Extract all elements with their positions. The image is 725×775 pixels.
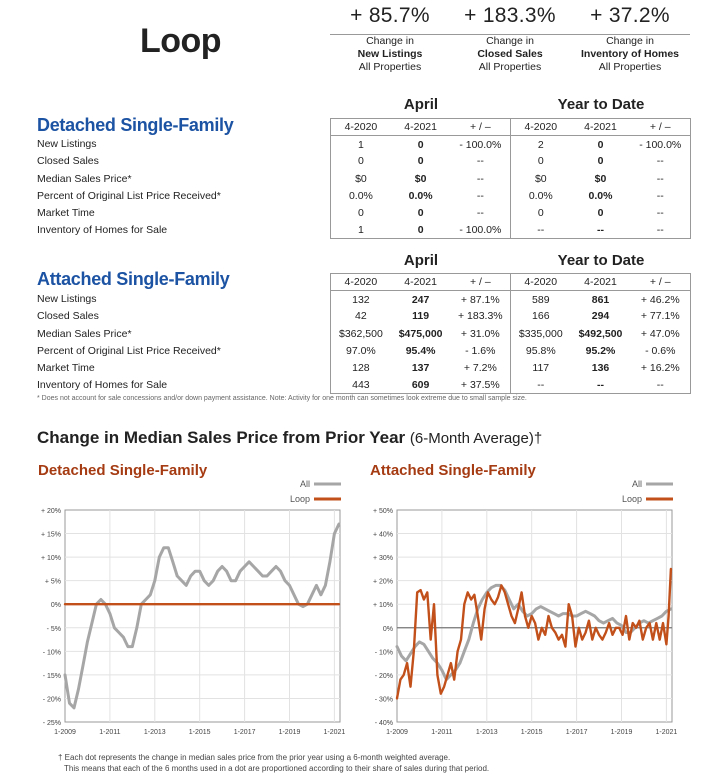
table-cell: 2 bbox=[511, 136, 571, 153]
table-cell: 95.8% bbox=[511, 342, 571, 359]
table-cell: 0.0% bbox=[331, 187, 391, 204]
column-header: + / – bbox=[630, 274, 690, 291]
column-header: 4-2020 bbox=[331, 119, 391, 136]
table-cell: 42 bbox=[331, 308, 391, 325]
x-tick-label: 1-2009 bbox=[386, 729, 408, 736]
table-cell: -- bbox=[630, 204, 690, 221]
table-row bbox=[35, 325, 691, 342]
x-tick-label: 1-2017 bbox=[565, 729, 588, 736]
y-tick-label: - 15% bbox=[42, 672, 61, 680]
x-tick-label: 1-2017 bbox=[233, 729, 256, 736]
table-cell: - 100.0% bbox=[630, 136, 690, 153]
chart-title-detached: Detached Single-Family bbox=[38, 462, 208, 479]
x-tick-label: 1-2019 bbox=[278, 729, 301, 736]
table-cell: 0 bbox=[417, 138, 424, 151]
table-row bbox=[35, 153, 691, 170]
table-cell: 97.0% bbox=[331, 342, 391, 359]
table-row bbox=[35, 136, 691, 153]
table-cell: 0 bbox=[331, 153, 391, 170]
y-tick-label: + 15% bbox=[40, 531, 61, 539]
chart-footnote-line2: This means that each of the 6 months used in a dot are proportioned according to their share of sales during that period. bbox=[64, 764, 490, 773]
table-cell: 589 bbox=[511, 291, 571, 308]
y-tick-label: - 10% bbox=[374, 649, 393, 657]
row-label: Closed Sales bbox=[37, 310, 99, 323]
legend-label: All bbox=[299, 479, 310, 489]
kpi-line2: New Listings bbox=[357, 48, 423, 60]
table-cell: - 100.0% bbox=[459, 138, 502, 151]
header-ytd: Year to Date bbox=[557, 96, 645, 113]
table-row bbox=[35, 170, 691, 187]
row-label: Market Time bbox=[37, 362, 95, 375]
row-label: Inventory of Homes for Sale bbox=[37, 224, 168, 237]
legend-label: All bbox=[631, 479, 642, 489]
row-label: Closed Sales bbox=[37, 155, 99, 168]
table-cell: -- bbox=[630, 153, 690, 170]
table-cell: $475,000 bbox=[398, 327, 443, 340]
x-tick-label: 1-2021 bbox=[655, 729, 678, 736]
y-tick-label: 0% bbox=[50, 602, 61, 610]
x-tick-label: 1-2009 bbox=[54, 729, 76, 736]
y-tick-label: - 5% bbox=[46, 625, 61, 633]
table-cell: -- bbox=[511, 377, 571, 394]
column-header: 4-2020 bbox=[511, 119, 571, 136]
header-period: April bbox=[403, 252, 439, 269]
table-cell: 166 bbox=[511, 308, 571, 325]
table-row bbox=[35, 187, 691, 204]
chart-section-heading bbox=[37, 428, 542, 448]
table-cell: 0 bbox=[597, 207, 604, 220]
y-tick-label: - 25% bbox=[42, 720, 61, 727]
table-cell: + 87.1% bbox=[460, 293, 500, 306]
row-label: Percent of Original List Price Received* bbox=[37, 344, 221, 357]
y-tick-label: + 5% bbox=[44, 578, 61, 586]
header-ytd: Year to Date bbox=[557, 252, 645, 269]
attached-title: Attached Single-Family bbox=[37, 269, 230, 289]
table-cell: + 7.2% bbox=[463, 362, 497, 375]
kpi-line2: Inventory of Homes bbox=[580, 48, 680, 60]
chart-detached bbox=[28, 472, 358, 747]
table-cell: $0 bbox=[511, 170, 571, 187]
kpi-new-listings bbox=[330, 4, 450, 74]
column-header: 4-2021 bbox=[391, 274, 451, 291]
table-row bbox=[35, 342, 691, 359]
series-all-line bbox=[65, 524, 339, 708]
table-cell: 247 bbox=[411, 293, 430, 306]
table-cell: - 1.6% bbox=[465, 344, 496, 357]
y-tick-label: + 40% bbox=[372, 531, 393, 539]
y-tick-label: + 50% bbox=[372, 508, 393, 515]
table-cell: 0 bbox=[597, 138, 604, 151]
table-cell: 0 bbox=[417, 207, 424, 220]
table-cell: + 77.1% bbox=[630, 308, 690, 325]
row-label: Median Sales Price* bbox=[37, 327, 132, 340]
x-tick-label: 1-2015 bbox=[520, 729, 543, 736]
kpi-inventory bbox=[570, 4, 690, 74]
table-cell: -- bbox=[630, 187, 690, 204]
table-cell: 443 bbox=[331, 377, 391, 394]
kpi-line3: All Properties bbox=[478, 61, 542, 73]
table-footnote: * Does not account for sale concessions and/or down payment assistance. Note: Activity for one month can sometimes look extreme due to small sample size. bbox=[37, 395, 527, 402]
table-cell: 95.2% bbox=[585, 344, 616, 357]
table-row bbox=[35, 204, 691, 221]
kpi-line3: All Properties bbox=[598, 61, 662, 73]
table-row bbox=[35, 308, 691, 325]
table-cell: + 183.3% bbox=[457, 310, 503, 323]
y-tick-label: - 40% bbox=[374, 720, 393, 727]
y-tick-label: + 20% bbox=[40, 508, 61, 515]
table-cell: -- bbox=[630, 377, 690, 394]
kpi-closed-sales bbox=[450, 4, 570, 74]
kpi-line1: Change in bbox=[366, 35, 414, 47]
y-tick-label: - 20% bbox=[374, 672, 393, 680]
chart-heading-main: Change in Median Sales Price from Prior Year bbox=[37, 428, 406, 447]
x-tick-label: 1-2019 bbox=[610, 729, 633, 736]
table-cell: 119 bbox=[412, 310, 430, 323]
table-row bbox=[35, 359, 691, 376]
y-tick-label: - 10% bbox=[42, 649, 61, 657]
column-header: + / – bbox=[451, 274, 511, 291]
kpi-value: + 37.2% bbox=[590, 4, 670, 27]
column-header: 4-2020 bbox=[331, 274, 391, 291]
table-row bbox=[35, 291, 691, 308]
table-cell: -- bbox=[511, 222, 571, 239]
kpi-line2: Closed Sales bbox=[477, 48, 543, 60]
kpi-line1: Change in bbox=[486, 35, 534, 47]
table-cell: + 46.2% bbox=[630, 291, 690, 308]
table-cell: $0 bbox=[331, 170, 391, 187]
table-cell: $0 bbox=[594, 172, 607, 185]
y-tick-label: + 20% bbox=[372, 578, 393, 586]
table-cell: -- bbox=[571, 222, 631, 239]
table-cell: 136 bbox=[591, 362, 610, 375]
chart-heading-sub: (6-Month Average)† bbox=[409, 430, 543, 447]
table-cell: -- bbox=[630, 222, 690, 239]
table-cell: -- bbox=[476, 172, 484, 185]
table-cell: -- bbox=[476, 207, 484, 220]
table-cell: -- bbox=[630, 170, 690, 187]
table-row bbox=[35, 222, 691, 239]
table-cell: 128 bbox=[331, 359, 391, 376]
x-tick-label: 1-2021 bbox=[323, 729, 346, 736]
column-header: + / – bbox=[451, 119, 511, 136]
column-header: 4-2021 bbox=[571, 119, 631, 136]
header-blank bbox=[35, 274, 331, 291]
table-cell: 0 bbox=[597, 155, 604, 168]
table-cell: + 16.2% bbox=[630, 359, 690, 376]
row-label: New Listings bbox=[37, 293, 97, 306]
chart-legend bbox=[290, 479, 341, 504]
chart-footnote bbox=[58, 752, 489, 774]
y-tick-label: - 30% bbox=[374, 696, 393, 704]
series-loop-line bbox=[397, 569, 671, 699]
table-cell: 1 bbox=[331, 222, 391, 239]
column-header-row bbox=[35, 119, 691, 136]
detached-title: Detached Single-Family bbox=[37, 115, 234, 135]
row-label: New Listings bbox=[37, 138, 97, 151]
kpi-value: + 85.7% bbox=[350, 4, 430, 27]
chart-footnote-line1: † Each dot represents the change in median sales price from the prior year using a 6-month weighted average. bbox=[58, 753, 451, 762]
kpi-line3: All Properties bbox=[358, 61, 422, 73]
detached-table bbox=[35, 118, 691, 239]
table-cell: 0.0% bbox=[588, 189, 613, 202]
area-title: Loop bbox=[140, 22, 222, 60]
table-cell: + 37.5% bbox=[451, 377, 511, 394]
y-tick-label: + 10% bbox=[372, 602, 393, 610]
table-cell: 0 bbox=[511, 204, 571, 221]
y-tick-label: + 10% bbox=[40, 555, 61, 563]
x-tick-label: 1-2011 bbox=[99, 729, 121, 736]
table-cell: $492,500 bbox=[578, 327, 623, 340]
x-tick-label: 1-2013 bbox=[475, 729, 498, 736]
row-label: Median Sales Price* bbox=[37, 172, 132, 185]
chart-legend bbox=[622, 479, 673, 504]
column-header: 4-2021 bbox=[571, 274, 631, 291]
table-cell: 0.0% bbox=[511, 187, 571, 204]
table-cell: - 100.0% bbox=[451, 222, 511, 239]
table-cell: $335,000 bbox=[511, 325, 571, 342]
x-tick-label: 1-2013 bbox=[143, 729, 166, 736]
y-tick-label: + 30% bbox=[372, 555, 393, 563]
x-tick-label: 1-2015 bbox=[188, 729, 211, 736]
chart-attached bbox=[360, 472, 690, 747]
table-cell: + 47.0% bbox=[630, 325, 690, 342]
attached-table bbox=[35, 273, 691, 394]
table-cell: 1 bbox=[331, 136, 391, 153]
table-cell: 0 bbox=[511, 153, 571, 170]
column-header: 4-2020 bbox=[511, 274, 571, 291]
header-blank bbox=[35, 119, 331, 136]
legend-label: Loop bbox=[621, 494, 642, 504]
table-cell: -- bbox=[476, 155, 484, 168]
table-cell: 0 bbox=[391, 222, 451, 239]
table-cell: 137 bbox=[411, 362, 430, 375]
table-cell: 609 bbox=[391, 377, 451, 394]
plot-frame bbox=[397, 510, 672, 722]
column-header: + / – bbox=[630, 119, 690, 136]
chart-title-attached: Attached Single-Family bbox=[370, 462, 536, 479]
y-tick-label: - 20% bbox=[42, 696, 61, 704]
table-cell: 95.4% bbox=[405, 344, 436, 357]
plot-frame bbox=[65, 510, 340, 722]
table-cell: 132 bbox=[331, 291, 391, 308]
table-cell: -- bbox=[571, 377, 631, 394]
kpi-line1: Change in bbox=[606, 35, 654, 47]
table-cell: + 31.0% bbox=[460, 327, 500, 340]
table-cell: 0 bbox=[417, 155, 424, 168]
table-cell: $362,500 bbox=[331, 325, 391, 342]
row-label: Inventory of Homes for Sale bbox=[37, 379, 168, 392]
table-cell: 0 bbox=[331, 204, 391, 221]
y-tick-label: 0% bbox=[382, 625, 393, 633]
row-label: Market Time bbox=[37, 207, 95, 220]
header-period: April bbox=[403, 96, 439, 113]
table-cell: 294 bbox=[591, 310, 610, 323]
legend-label: Loop bbox=[289, 494, 310, 504]
table-cell: - 0.6% bbox=[630, 342, 690, 359]
kpi-value: + 183.3% bbox=[464, 4, 556, 27]
x-tick-label: 1-2011 bbox=[431, 729, 453, 736]
table-cell: $0 bbox=[414, 172, 427, 185]
row-label: Percent of Original List Price Received* bbox=[37, 189, 221, 202]
table-cell: 861 bbox=[591, 293, 610, 306]
table-cell: -- bbox=[476, 189, 484, 202]
column-header: 4-2021 bbox=[391, 119, 451, 136]
column-header-row bbox=[35, 274, 691, 291]
table-cell: 117 bbox=[511, 359, 571, 376]
table-cell: 0.0% bbox=[408, 189, 433, 202]
table-row bbox=[35, 377, 691, 394]
